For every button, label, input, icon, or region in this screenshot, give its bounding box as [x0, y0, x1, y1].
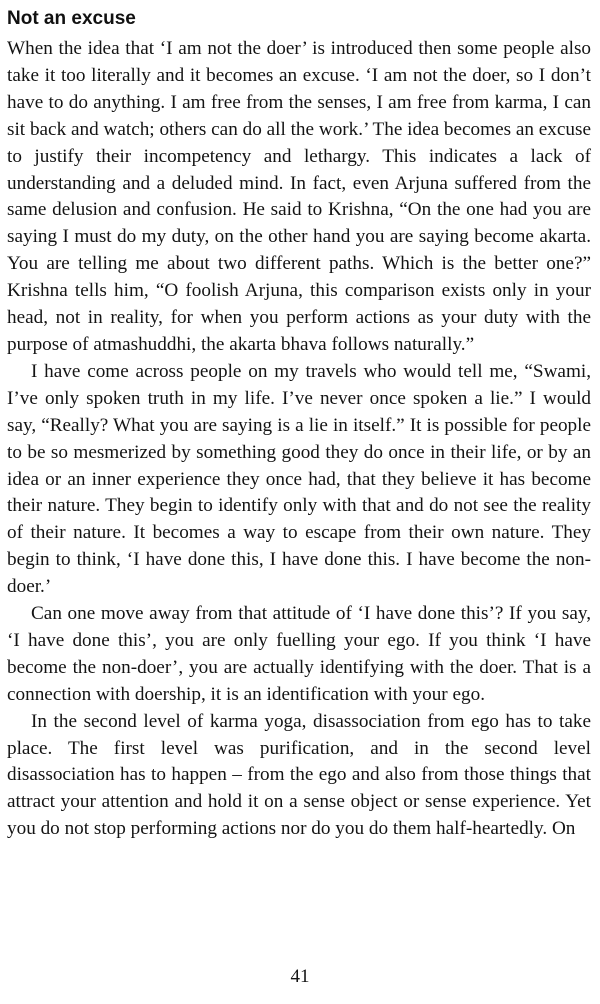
- paragraph-4: In the second level of karma yoga, disassociation from ego has to take place. The first level was purification, and in the second level disassociation has to happen – from the ego and also from those things that attract your attention and hold it on a sense object or sense experience. Yet you do not stop performing actions nor do you do them half-heartedly. On: [7, 710, 591, 840]
- page-number: 41: [290, 966, 310, 987]
- paragraph-3: Can one move away from that attitude of ‘I have done this’? If you say, ‘I have done this’, you are only fuelling your ego. If you think ‘I have become the non-doer’, you are actually identifying with the doer. That is a connection with doership, it is an identification with your ego.: [7, 603, 591, 705]
- book-page: [7, 6, 591, 843]
- paragraph-2: I have come across people on my travels who would tell me, “Swami, I’ve only spoken truth in my life. I’ve never once spoken a lie.” I would say, “Really? What you are saying is a lie in itself.” It is possible for people to be so mesmerized by something good they do once in their life, or by an idea or an inner experience they once had, that they believe it has become their nature. They begin to identify only with that and do not see the reality of their nature. It becomes a way to escape from their own nature. They begin to think, ‘I have done this, I have done this. I have become the non-doer.’: [7, 360, 591, 598]
- paragraph-1: When the idea that ‘I am not the doer’ is introduced then some people also take it too literally and it becomes an excuse. ‘I am not the doer, so I don’t have to do anything. I am free from the senses, I am free from karma, I can sit back and watch; others can do all the work.’ The idea becomes an excuse to justify their incompetency and lethargy. This indicates a lack of understanding and a deluded mind. In fact, even Arjuna suffered from the same delusion and confusion. He said to Krishna, “On the one had you are saying I must do my duty, on the other hand you are saying become akarta. You are telling me about two different paths. Which is the better one?” Krishna tells him, “O foolish Arjuna, this comparison exists only in your head, not in reality, for when you perform actions as your duty with the purpose of atmashuddhi, the akarta bhava follows naturally.”: [7, 38, 591, 355]
- section-heading: Not an excuse: [7, 8, 136, 29]
